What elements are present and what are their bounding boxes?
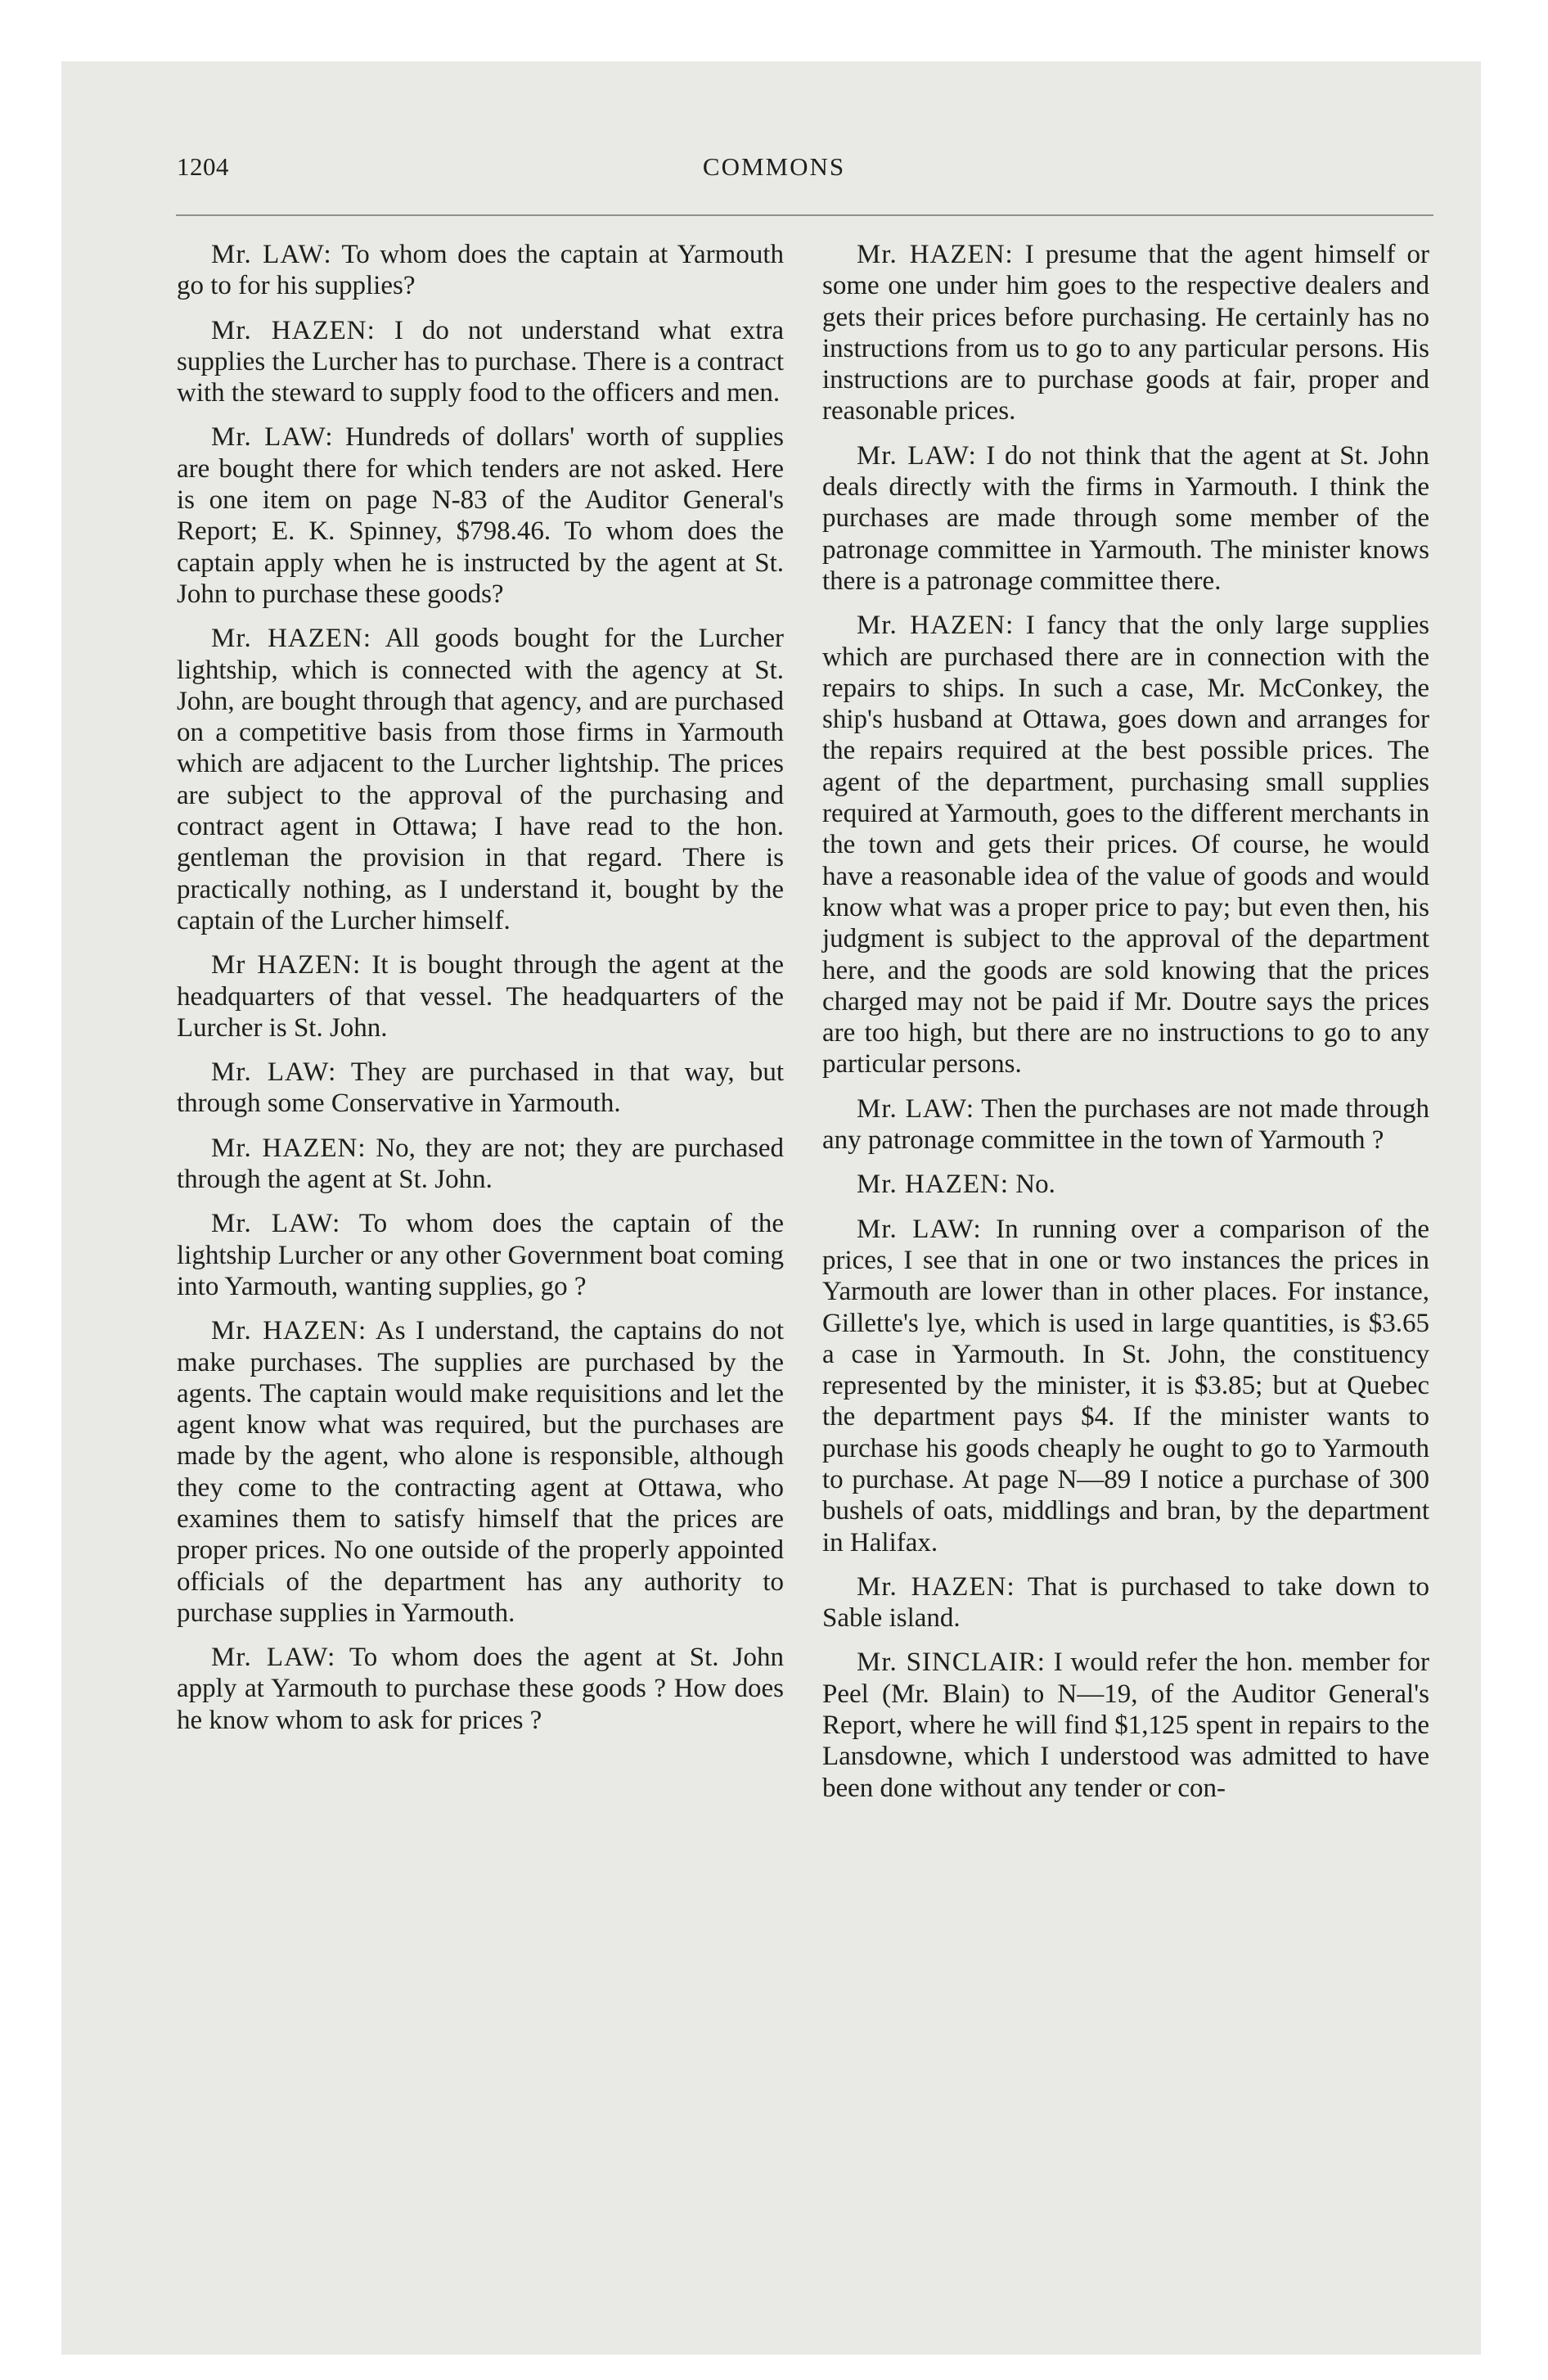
- speaker-name: Mr. SINCLAIR:: [857, 1648, 1046, 1678]
- speaker-name: Mr. HAZEN:: [211, 624, 372, 654]
- speaker-name: Mr. HAZEN:: [211, 1316, 367, 1346]
- paragraph: [177, 421, 784, 610]
- paragraph-text: To whom does the captain at Yarmouth go to for his supplies?: [177, 240, 785, 301]
- paragraph: [177, 315, 784, 409]
- paragraph: [822, 1214, 1429, 1558]
- speaker-name: Mr. LAW:: [857, 440, 977, 471]
- left-column: [177, 239, 784, 1749]
- paragraph: [177, 1133, 784, 1196]
- paragraph-text: To whom does the captain of the lightship Lurcher or any other Government boat coming into Yarmouth, wanting supplies, go ?: [177, 1209, 784, 1301]
- paragraph-text: It is bought through the agent at the headquarters of that vessel. The headquarters of the Lurcher is St. John.: [177, 950, 784, 1043]
- speaker-name: Mr. HAZEN:: [857, 1571, 1015, 1602]
- paragraph-text: All goods bought for the Lurcher lightship, which is connected with the agency at St. John, are bought through that agency, and are purchased on a competitive basis from those firms in Yarmouth which are adjacent to the Lurcher lightship. The prices are subject to the approval of the purchasing and contract agent in Ottawa; I have read to the hon. gentleman the provision in that regard. There is practically nothing, as I understand it, bought by the captain of the Lurcher himself.: [177, 624, 785, 935]
- paragraph-text: I presume that the agent himself or some one under him goes to the respective dealers and gets their prices before purchasing. He certainly has no instructions from us to go to any particular persons. His instructions are to purchase goods at fair, proper and reasonable prices.: [822, 240, 1429, 426]
- paragraph: [822, 1169, 1429, 1200]
- paragraph-text: I do not understand what extra supplies the Lurcher has to purchase. There is a contract with the steward to supply food to the officers and men.: [177, 315, 784, 408]
- speaker-name: Mr. LAW:: [857, 1214, 982, 1244]
- paragraph-text: No, they are not; they are purchased through the agent at St. John.: [177, 1133, 785, 1195]
- paragraph: [822, 1647, 1429, 1803]
- running-head: COMMONS: [702, 152, 846, 181]
- speaker-name: Mr. HAZEN:: [857, 240, 1014, 269]
- paragraph-text: To whom does the agent at St. John apply at Yarmouth to purchase these goods ? How does he know whom to ask for prices ?: [177, 1643, 785, 1735]
- paragraph-text: As I understand, the captains do not make purchases. The supplies are purchased by the agents. The captain would make requisitions and let the agent know what was required, but the purchases are made by the agent, who alone is responsible, although they come to the contracting agent at Ottawa, who examines them to satisfy himself that the prices are proper prices. No one outside of the properly appointed officials of the department has any authority to purchase supplies in Yarmouth.: [177, 1316, 784, 1628]
- speaker-name: Mr. LAW:: [211, 240, 332, 269]
- speaker-name: Mr HAZEN:: [211, 950, 362, 980]
- speaker-name: Mr. LAW:: [211, 422, 334, 453]
- paragraph: [177, 1208, 784, 1302]
- paragraph-text: Hundreds of dollars' worth of supplies are bought there for which tenders are not asked. Here is one item on page N-83 of the Auditor General's Report; E. K. Spinney, $798.46. To whom does the captain apply when he is instructed by the agent at St. John to purchase these goods?: [177, 422, 785, 609]
- speaker-name: Mr. LAW:: [857, 1093, 975, 1124]
- paragraph: [177, 1315, 784, 1629]
- header-rule: [176, 214, 1433, 216]
- paragraph: [822, 440, 1429, 597]
- paragraph: [822, 610, 1429, 1080]
- paragraph: [822, 1571, 1429, 1634]
- speaker-name: Mr. LAW:: [211, 1209, 341, 1239]
- speaker-name: Mr. HAZEN:: [857, 1170, 1009, 1200]
- speaker-name: Mr. LAW:: [211, 1643, 336, 1673]
- speaker-name: Mr. HAZEN:: [857, 611, 1015, 641]
- page-header: [115, 152, 1433, 193]
- paragraph-text: Then the purchases are not made through any patronage committee in the town of Yarmouth ?: [822, 1093, 1430, 1156]
- page-number: 1204: [177, 152, 229, 181]
- paragraph: [822, 239, 1429, 427]
- speaker-name: Mr. LAW:: [211, 1057, 337, 1088]
- paragraph: [177, 1057, 784, 1120]
- paragraph: [177, 239, 784, 302]
- paragraph: [177, 1642, 784, 1736]
- speaker-name: Mr. HAZEN:: [211, 315, 376, 345]
- speaker-name: Mr. HAZEN:: [211, 1133, 367, 1163]
- paragraph: [822, 1093, 1429, 1156]
- paragraph-text: I do not think that the agent at St. John deals directly with the firms in Yarmouth. I think the purchases are made through some member of the patronage committee in Yarmouth. The minister knows there is a patronage committee there.: [822, 440, 1430, 596]
- paragraph-text: I fancy that the only large supplies which are purchased there are in connection with the repairs to ships. In such a case, Mr. McConkey, the ship's husband at Ottawa, goes down and arranges for the repairs required at the best possible prices. The agent of the department, purchasing small supplies required at Yarmouth, goes to the different merchants in the town and gets their prices. Of course, he would have a reasonable idea of the value of goods and would know what was a proper price to pay; but even then, his judgment is subject to the approval of the department here, and the goods are sold knowing that the prices charged may not be paid if Mr. Doutre says the prices are too high, but there are no instructions to go to any particular persons.: [822, 611, 1430, 1080]
- paragraph: [177, 623, 784, 936]
- paragraph-text: In running over a comparison of the prices, I see that in one or two instances the prices in Yarmouth are lower than in other places. For instance, Gillette's lye, which is used in large quantities, is $3.65 a case in Yarmouth. In St. John, the constituency represented by the minister, it is $3.85; but at Quebec the department pays $4. If the minister wants to purchase his goods cheaply he ought to go to Yarmouth to purchase. At page N—89 I notice a purchase of 300 bushels of oats, middlings and bran, by the department in Halifax.: [822, 1214, 1430, 1557]
- paragraph-text: That is purchased to take down to Sable island.: [822, 1571, 1429, 1634]
- right-column: [822, 239, 1429, 1817]
- paragraph-text: I would refer the hon. member for Peel (Mr. Blain) to N—19, of the Auditor General's Report, where he will find $1,125 spent in repairs to the Lansdowne, which I understood was admitted to have been done without any tender or con-: [822, 1648, 1430, 1803]
- paragraph-text: They are purchased in that way, but through some Conservative in Yarmouth.: [177, 1057, 784, 1119]
- paragraph: [177, 949, 784, 1044]
- paragraph-text: No.: [1015, 1170, 1055, 1200]
